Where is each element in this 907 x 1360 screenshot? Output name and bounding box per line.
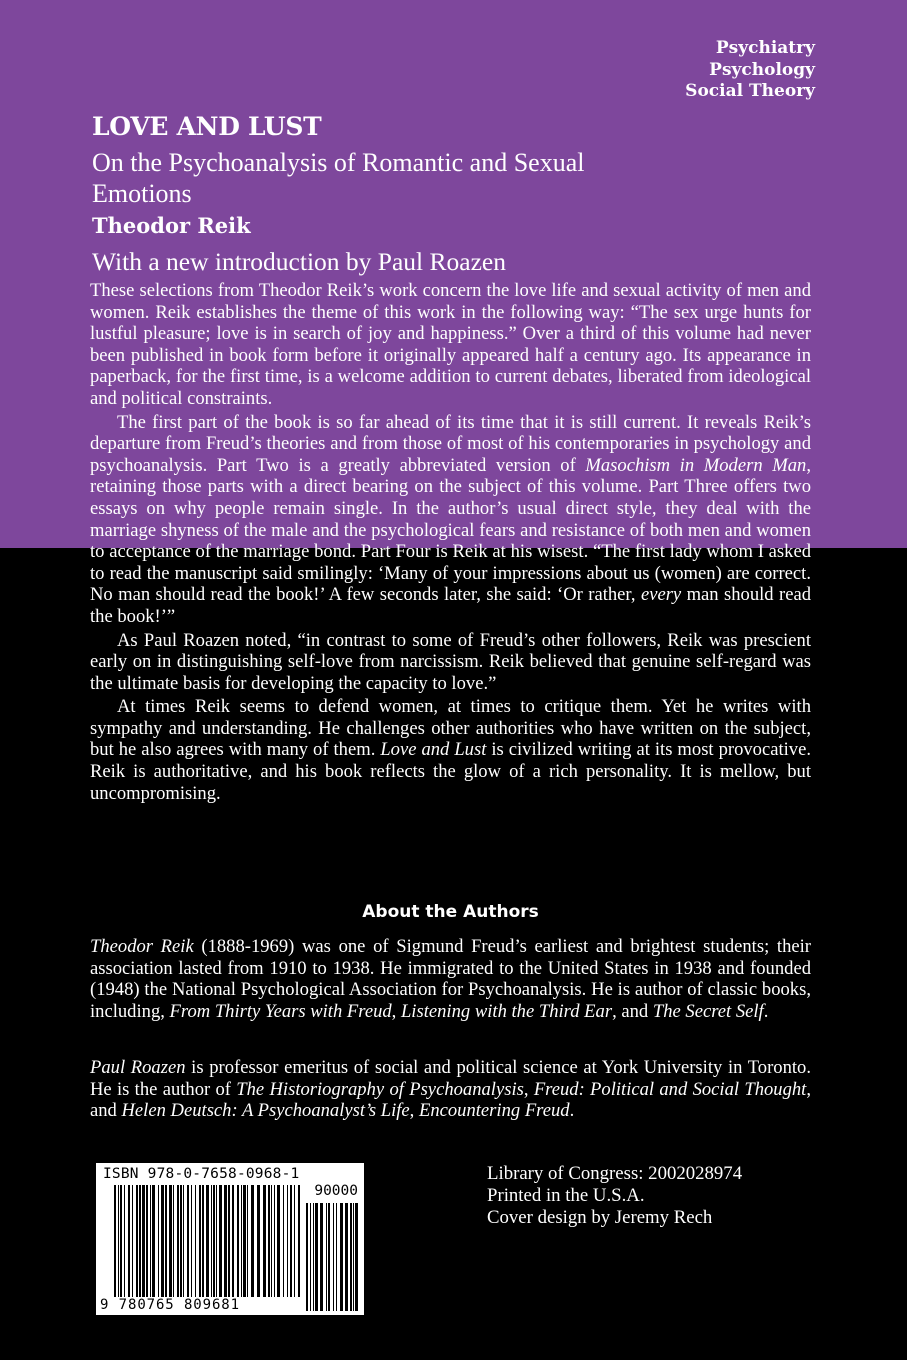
printed-in: Printed in the U.S.A. — [487, 1185, 645, 1206]
barcode-bar — [333, 1203, 334, 1311]
barcode-bar — [287, 1185, 288, 1297]
isbn-label: ISBN 978-0-7658-0968-1 — [103, 1166, 300, 1182]
barcode-bar — [306, 1203, 308, 1311]
barcode-bar — [191, 1185, 192, 1297]
barcode-bar — [326, 1203, 327, 1311]
barcode-bar — [142, 1185, 145, 1297]
barcode-bar — [353, 1203, 354, 1311]
barcode-bar — [213, 1185, 215, 1297]
barcode-bar — [206, 1185, 209, 1297]
barcode-bar — [328, 1203, 330, 1311]
description-paragraph-4: At times Reik seems to defend women, at times to critique them. Yet he writes with sympathy and understanding. He challenges other authorities who have written on the subject, but he also agrees with many of them. Love and Lust is civilized writing at its most provocative. Reik is authoritative, and his book reflects the glow of a rich personality. It is mellow, but uncompromising. — [90, 696, 811, 804]
barcode-panel — [96, 1163, 364, 1315]
emphasis-every: every — [640, 584, 682, 606]
barcode-bar — [195, 1185, 196, 1297]
author-name-roazen: Paul Roazen — [90, 1057, 186, 1078]
barcode-bar — [350, 1203, 352, 1311]
barcode-bar — [298, 1185, 300, 1297]
barcode-bar — [118, 1185, 119, 1297]
barcode-bar — [136, 1185, 138, 1297]
description — [90, 280, 811, 804]
barcode-bar — [283, 1185, 284, 1297]
barcode-bar — [336, 1203, 337, 1311]
barcode-bar — [315, 1203, 318, 1311]
barcode-bar — [199, 1185, 201, 1297]
book-author: Theodor Reik — [92, 213, 251, 238]
barcode-bar — [120, 1185, 122, 1297]
barcode-bar — [158, 1185, 159, 1297]
barcode-bar — [132, 1185, 133, 1297]
barcode-bar — [187, 1185, 189, 1297]
barcode-bar — [268, 1185, 270, 1297]
barcode-bar — [263, 1185, 266, 1297]
barcode-bar — [124, 1185, 125, 1297]
barcode-bar — [152, 1185, 155, 1297]
introduction-credit: With a new introduction by Paul Roazen — [92, 247, 506, 276]
library-of-congress: Library of Congress: 2002028974 — [487, 1163, 743, 1184]
barcode-bar — [237, 1185, 239, 1297]
barcode-bar — [228, 1185, 230, 1297]
description-paragraph-1: These selections from Theodor Reik’s work concern the love life and sexual activity of men and women. Reik establishes the theme of this work in the following way: “The sex urge hunts for lustful pleasure; love is in search of joy and happiness.” Over a third of this volume had never been published in book form before it originally appeared half a century ago. Its appearance in paperback, for the first time, is a welcome addition to current debates, liberated from ideological and political constraints. — [90, 280, 811, 409]
barcode-bar — [169, 1185, 172, 1297]
author-name-reik: Theodor Reik — [90, 936, 194, 957]
barcode-bar — [257, 1185, 260, 1297]
description-paragraph-3: As Paul Roazen noted, “in contrast to some of Freud’s other followers, Reik was prescient early on in distinguishing self-love from narcissism. Reik believed that genuine self-regard was the ultimate basis for developing the capacity to love.” — [90, 629, 811, 694]
barcode-bar — [216, 1185, 217, 1297]
barcode-bar — [146, 1185, 148, 1297]
barcode-bar — [128, 1185, 130, 1297]
barcode-bar — [277, 1185, 280, 1297]
barcode-bar — [165, 1185, 167, 1297]
barcode-bar — [224, 1185, 227, 1297]
book-title: LOVE AND LUST — [92, 112, 322, 141]
description-paragraph-2: The first part of the book is so far ahead of its time that it is still current. It reveals Reik’s departure from Freud’s theories and from those of most of his contemporaries in psychology and psychoanalysis. Part Two is a greatly abbreviated version of Masochism in Modern Man, retaining those parts with a direct bearing on the subject of this volume. Part Three offers two essays on why people remain single. In the author’s usual direct style, they deal with the marriage shyness of the male and the psychological fears and resistance of both men and women to acceptance of the marriage bond. Part Four is Reik at his wisest. “The first lady whom I asked to read the manuscript said smilingly: ‘Many of your impressions about us (women) are correct. No man should read the book!’ A few seconds later, she said: ‘Or rather, every man should read the book!’” — [90, 411, 812, 627]
category-psychiatry: Psychiatry — [715, 38, 815, 58]
barcode-bar — [150, 1185, 151, 1297]
barcode-bar — [202, 1185, 204, 1297]
barcode-bar — [294, 1185, 295, 1297]
barcode-bar — [271, 1185, 272, 1297]
category-list — [685, 38, 815, 103]
book-subtitle: On the Psychoanalysis of Romantic and Sexual Emotions — [92, 148, 585, 208]
author-bio-roazen: Paul Roazen is professor emeritus of social and political science at York University in Toronto. He is the author of The Historiography of Psychoanalysis, Freud: Political and Social Thought, and Helen Deutsch: A Psychoanalyst’s Life, Encountering Freud. — [90, 1057, 812, 1122]
barcode-bar — [219, 1185, 222, 1297]
barcode-bar — [241, 1185, 242, 1297]
publishing-info — [487, 1163, 742, 1229]
barcode-bar — [173, 1185, 174, 1297]
barcode-bar — [345, 1203, 348, 1311]
barcode-bar — [177, 1185, 179, 1297]
author-bio-reik: Theodor Reik (1888-1969) was one of Sigmund Freud’s earliest and brightest students; their association lasted from 1910 to 1938. He immigrated to the United States in 1938 and founded (1948) the National Psychological Association for Psychoanalysis. He is author of classic books, including, From Thirty Years with Freud, Listening with the Third Ear, and The Secret Self. — [90, 936, 811, 1022]
barcode-bar — [243, 1185, 246, 1297]
cover-design-credit: Cover design by Jeremy Rech — [487, 1207, 713, 1228]
about-authors-heading: About the Authors — [362, 902, 539, 922]
barcode-bar — [211, 1185, 212, 1297]
barcode-bar — [161, 1185, 164, 1297]
book-reference-love-and-lust: Love and Lust — [380, 739, 487, 761]
barcode-bar — [320, 1203, 323, 1311]
barcode-bar — [290, 1185, 292, 1297]
barcode-bar — [251, 1185, 254, 1297]
barcode-bar — [274, 1185, 275, 1297]
category-psychology: Psychology — [709, 59, 815, 80]
barcode-bar — [114, 1185, 116, 1297]
barcode-bar — [310, 1203, 311, 1311]
barcode-bar — [232, 1185, 234, 1297]
barcode-bar — [313, 1203, 314, 1311]
barcode-bar — [139, 1185, 141, 1297]
barcode-bar — [340, 1203, 343, 1311]
barcode-bar — [355, 1203, 358, 1311]
category-social-theory: Social Theory — [685, 81, 815, 101]
barcode-bar — [183, 1185, 184, 1297]
barcode-bar — [180, 1185, 182, 1297]
ean-digits: 9 780765 809681 — [100, 1297, 240, 1313]
barcode-bar — [247, 1185, 248, 1297]
book-reference-masochism: Masochism in Modern Man — [585, 454, 807, 476]
price-addon-label: 90000 — [314, 1183, 358, 1199]
